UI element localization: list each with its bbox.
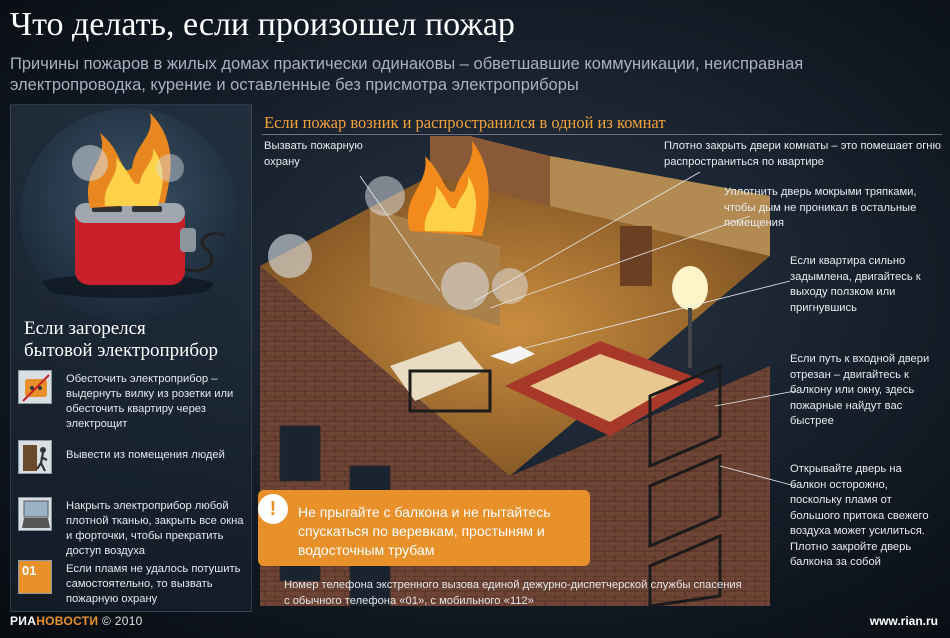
exit-door-icon [18, 440, 52, 474]
copyright: © 2010 [101, 614, 143, 628]
callout-call-fire: Вызвать пожарную охрану [264, 140, 363, 168]
emergency-phone-note: Номер телефона экстренного вызова единой дежурно-диспетчерской службы спасения с обычного телефона «01», с мобильного «112» [284, 579, 742, 607]
section-divider [262, 134, 942, 135]
callout-seal-door: Уплотнить дверь мокрыми тряпками, чтобы дым не проникал в остальные помещения [724, 186, 917, 229]
logo-ria: РИА [10, 614, 37, 628]
phone-01-icon [18, 560, 52, 594]
appliance-heading-line2: бытовой электроприбор [24, 340, 218, 361]
callout-close-doors: Плотно закрыть двери комнаты – это помешает огню распространиться по квартире [664, 140, 941, 168]
list-item-text: Если пламя не удалось потушить самостоятельно, то вызвать пожарную охрану [66, 563, 241, 605]
burning-toaster-illustration [20, 108, 238, 324]
warning-icon: ! [258, 494, 288, 524]
appliance-heading [24, 318, 218, 362]
page-subtitle: Причины пожаров в жилых домах практически одинаковы – обветшавшие коммуникации, неисправная электропроводка, курение и оставленные без присмотра электроприборы [10, 55, 804, 94]
appliance-heading-line1: Если загорелся [24, 318, 146, 339]
window-cloth-icon [18, 497, 52, 531]
callout-balcony: Если путь к входной двери отрезан – двигайтесь к балкону или окну, здесь пожарные найдут вас быстрее [790, 353, 930, 427]
logo-news: НОВОСТИ [36, 614, 99, 628]
phone-icon-label: 01 [22, 563, 37, 578]
warning-text: Не прыгайте с балкона и не пытайтесь спускаться по веревкам, простыням и водосточным трубам [298, 504, 551, 558]
list-item-text: Накрыть электроприбор любой плотной тканью, закрыть все окна и форточки, чтобы прекратить доступ воздуха [66, 500, 244, 557]
plug-icon [18, 370, 52, 404]
page-title: Что делать, если произошел пожар [10, 6, 515, 43]
list-item-text: Обесточить электроприбор – выдернуть вилку из розетки или обесточить квартиру через электрощит [66, 373, 234, 430]
callout-crawl: Если квартира сильно задымлена, двигайтесь к выходу ползком или пригнувшись [790, 255, 921, 314]
site-url[interactable]: www.rian.ru [869, 614, 938, 628]
ria-novosti-logo [10, 614, 143, 628]
section-title: Если пожар возник и распространился в одной из комнат [264, 113, 666, 132]
callout-open-carefully: Открывайте дверь на балкон осторожно, поскольку пламя от большого притока свежего воздуха может усилиться. Плотно закройте дверь балкона за собой [790, 463, 929, 568]
toaster-icon [20, 108, 238, 324]
list-item-text: Вывести из помещения людей [66, 449, 225, 461]
